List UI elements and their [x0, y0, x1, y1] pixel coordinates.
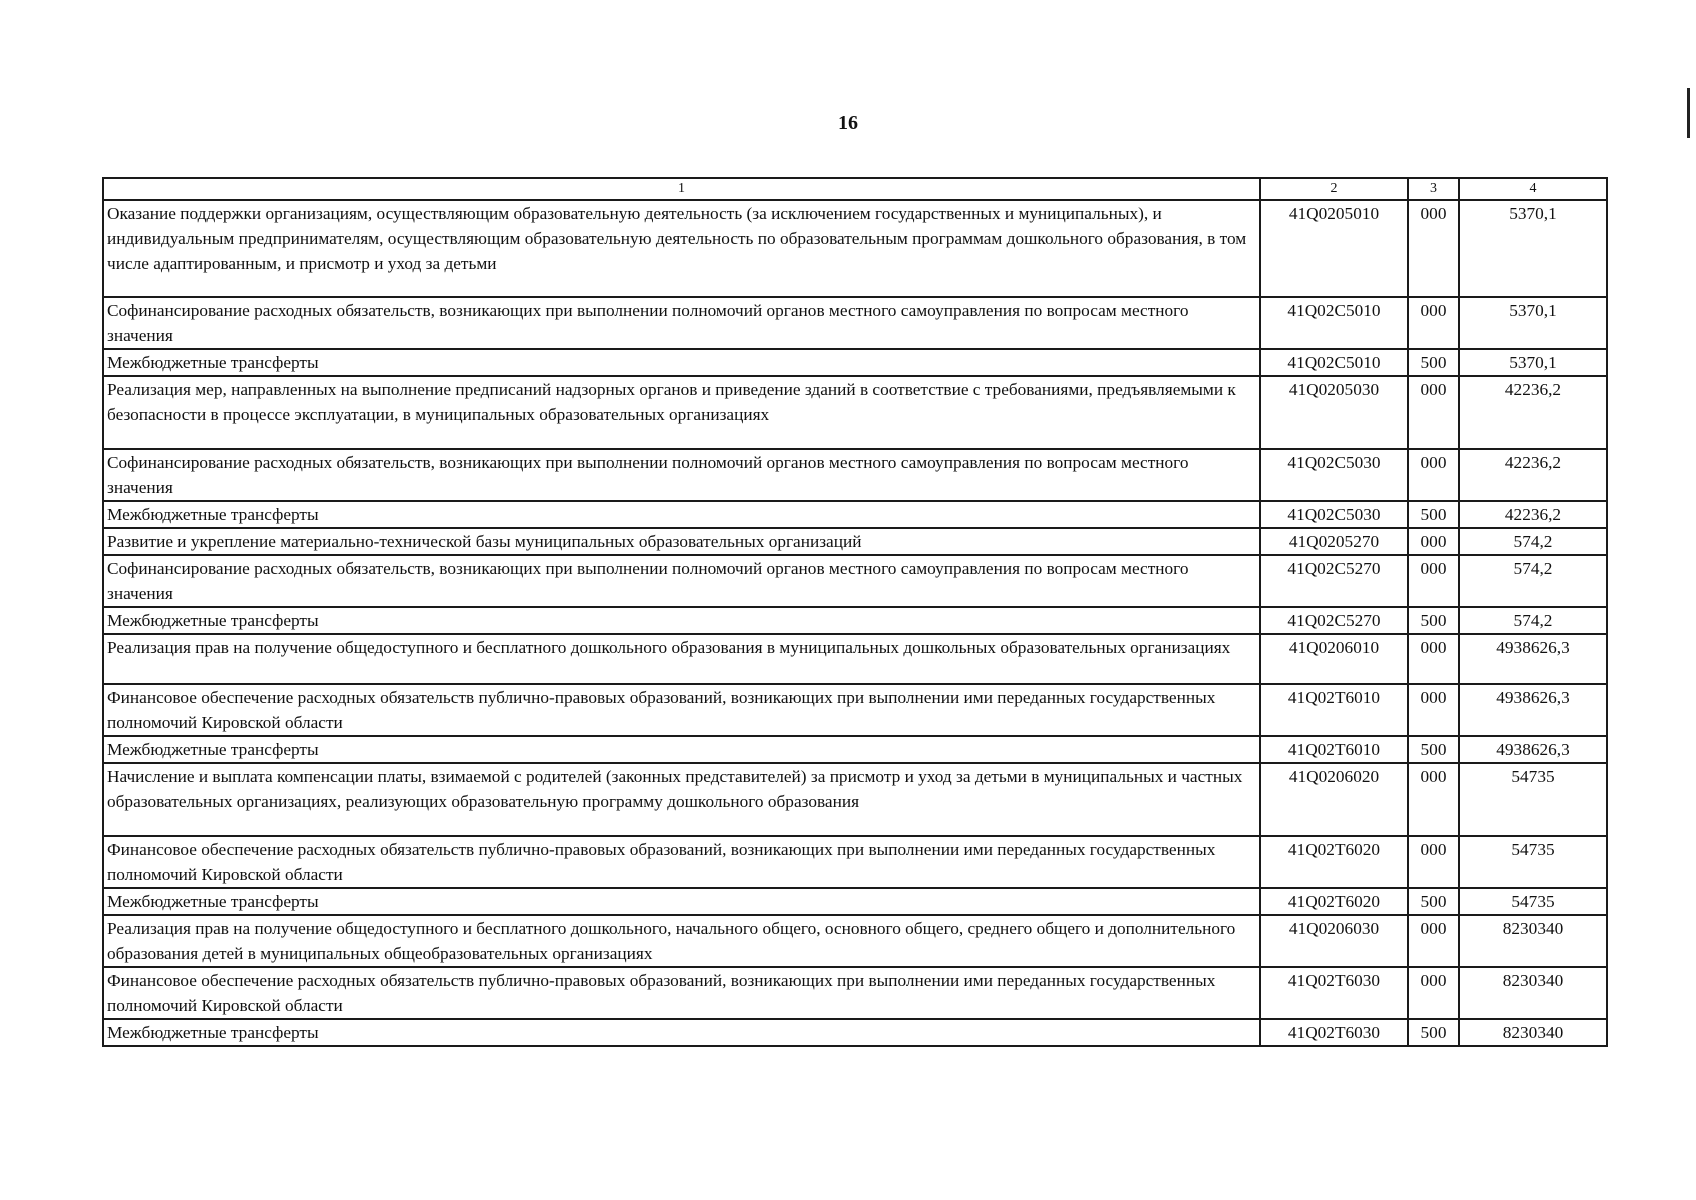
row-type: 000 [1408, 555, 1459, 607]
row-code: 41Q0206020 [1260, 763, 1408, 836]
row-type: 500 [1408, 607, 1459, 634]
header-cell-3: 3 [1408, 178, 1459, 200]
row-amount: 5370,1 [1459, 297, 1607, 349]
row-description: Межбюджетные трансферты [103, 736, 1260, 763]
table-row [103, 915, 1607, 967]
table-row [103, 967, 1607, 1019]
row-description: Финансовое обеспечение расходных обязательств публично-правовых образований, возникающих при выполнении ими переданных государственных полномочий Кировской области [103, 836, 1260, 888]
table-row [103, 528, 1607, 555]
table-row [103, 607, 1607, 634]
row-description: Реализация прав на получение общедоступного и бесплатного дошкольного, начального общего, основного общего, среднего общего и дополнительного образования детей в муниципальных общеобразовательных организациях [103, 915, 1260, 967]
row-amount: 4938626,3 [1459, 736, 1607, 763]
row-description: Межбюджетные трансферты [103, 1019, 1260, 1046]
row-amount: 5370,1 [1459, 200, 1607, 297]
row-type: 000 [1408, 376, 1459, 449]
row-type: 000 [1408, 297, 1459, 349]
row-type: 000 [1408, 449, 1459, 501]
row-description: Межбюджетные трансферты [103, 501, 1260, 528]
table-row [103, 736, 1607, 763]
header-cell-1: 1 [103, 178, 1260, 200]
row-type: 000 [1408, 634, 1459, 684]
row-description: Реализация прав на получение общедоступного и бесплатного дошкольного образования в муниципальных дошкольных образовательных организациях [103, 634, 1260, 684]
row-type: 000 [1408, 836, 1459, 888]
row-description: Межбюджетные трансферты [103, 607, 1260, 634]
row-description: Межбюджетные трансферты [103, 888, 1260, 915]
row-description: Начисление и выплата компенсации платы, взимаемой с родителей (законных представителей) за присмотр и уход за детьми в муниципальных и частных образовательных организациях, реализующих образовательную программу дошкольного образования [103, 763, 1260, 836]
row-code: 41Q0206010 [1260, 634, 1408, 684]
table-row [103, 836, 1607, 888]
row-type: 000 [1408, 200, 1459, 297]
row-code: 41Q02T6020 [1260, 836, 1408, 888]
row-amount: 574,2 [1459, 528, 1607, 555]
row-amount: 574,2 [1459, 555, 1607, 607]
row-amount: 5370,1 [1459, 349, 1607, 376]
table-row [103, 684, 1607, 736]
table-row [103, 634, 1607, 684]
row-type: 500 [1408, 1019, 1459, 1046]
row-code: 41Q02C5010 [1260, 349, 1408, 376]
row-description: Реализация мер, направленных на выполнение предписаний надзорных органов и приведение зданий в соответствие с требованиями, предъявляемыми к безопасности в процессе эксплуатации, в муниципальных образовательных организациях [103, 376, 1260, 449]
row-type: 000 [1408, 684, 1459, 736]
row-code: 41Q02T6010 [1260, 684, 1408, 736]
row-amount: 54735 [1459, 836, 1607, 888]
table-row [103, 1019, 1607, 1046]
table-row [103, 297, 1607, 349]
row-code: 41Q02T6010 [1260, 736, 1408, 763]
row-type: 500 [1408, 349, 1459, 376]
table-row [103, 200, 1607, 297]
row-description: Софинансирование расходных обязательств, возникающих при выполнении полномочий органов местного самоуправления по вопросам местного значения [103, 449, 1260, 501]
row-code: 41Q02T6020 [1260, 888, 1408, 915]
row-type: 000 [1408, 528, 1459, 555]
row-code: 41Q0205270 [1260, 528, 1408, 555]
row-code: 41Q0205030 [1260, 376, 1408, 449]
row-amount: 42236,2 [1459, 376, 1607, 449]
row-type: 500 [1408, 736, 1459, 763]
table-row [103, 555, 1607, 607]
table-row [103, 349, 1607, 376]
row-description: Оказание поддержки организациям, осуществляющим образовательную деятельность (за исключением государственных и муниципальных), и индивидуальным предпринимателям, осуществляющим образовательную деятельность по образовательным программам дошкольного образования, в том числе адаптированным, и присмотр и уход за детьми [103, 200, 1260, 297]
row-amount: 54735 [1459, 763, 1607, 836]
budget-table [102, 177, 1608, 1047]
table-row [103, 501, 1607, 528]
row-amount: 4938626,3 [1459, 684, 1607, 736]
row-code: 41Q02C5030 [1260, 501, 1408, 528]
row-code: 41Q02T6030 [1260, 967, 1408, 1019]
row-type: 000 [1408, 915, 1459, 967]
row-type: 000 [1408, 763, 1459, 836]
row-amount: 8230340 [1459, 915, 1607, 967]
row-type: 500 [1408, 501, 1459, 528]
header-cell-4: 4 [1459, 178, 1607, 200]
row-description: Межбюджетные трансферты [103, 349, 1260, 376]
row-amount: 574,2 [1459, 607, 1607, 634]
row-code: 41Q0205010 [1260, 200, 1408, 297]
row-code: 41Q02C5030 [1260, 449, 1408, 501]
table-row [103, 888, 1607, 915]
row-amount: 4938626,3 [1459, 634, 1607, 684]
row-amount: 54735 [1459, 888, 1607, 915]
table-row [103, 763, 1607, 836]
row-type: 500 [1408, 888, 1459, 915]
row-code: 41Q0206030 [1260, 915, 1408, 967]
scan-edge-mark [1687, 88, 1690, 138]
page-number: 16 [838, 112, 858, 134]
table-row [103, 376, 1607, 449]
table-row [103, 449, 1607, 501]
row-description: Финансовое обеспечение расходных обязательств публично-правовых образований, возникающих при выполнении ими переданных государственных полномочий Кировской области [103, 967, 1260, 1019]
row-description: Софинансирование расходных обязательств, возникающих при выполнении полномочий органов местного самоуправления по вопросам местного значения [103, 555, 1260, 607]
row-amount: 8230340 [1459, 967, 1607, 1019]
row-amount: 42236,2 [1459, 449, 1607, 501]
table-header-row [103, 178, 1607, 200]
row-description: Софинансирование расходных обязательств, возникающих при выполнении полномочий органов местного самоуправления по вопросам местного значения [103, 297, 1260, 349]
row-code: 41Q02C5270 [1260, 555, 1408, 607]
row-code: 41Q02C5270 [1260, 607, 1408, 634]
row-description: Развитие и укрепление материально-технической базы муниципальных образовательных организаций [103, 528, 1260, 555]
row-code: 41Q02T6030 [1260, 1019, 1408, 1046]
row-code: 41Q02C5010 [1260, 297, 1408, 349]
row-amount: 8230340 [1459, 1019, 1607, 1046]
row-type: 000 [1408, 967, 1459, 1019]
row-amount: 42236,2 [1459, 501, 1607, 528]
row-description: Финансовое обеспечение расходных обязательств публично-правовых образований, возникающих при выполнении ими переданных государственных полномочий Кировской области [103, 684, 1260, 736]
header-cell-2: 2 [1260, 178, 1408, 200]
